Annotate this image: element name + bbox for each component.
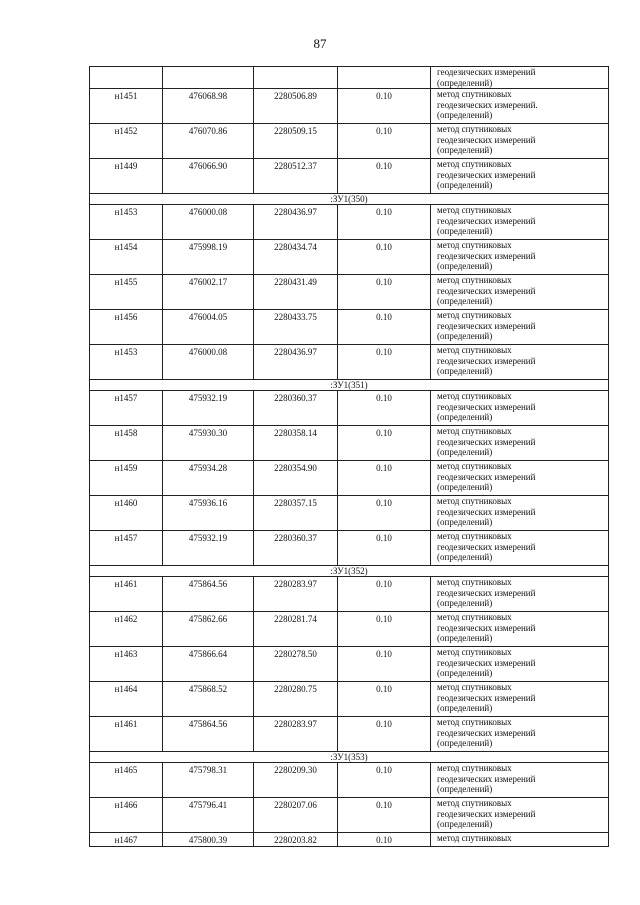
cell-accuracy: 0.10 bbox=[338, 310, 431, 345]
method-line: геодезических измерений bbox=[437, 657, 536, 668]
method-line: метод спутниковых bbox=[437, 833, 512, 843]
method-line: геодезических измерений bbox=[437, 622, 536, 633]
cell-x-coord: 476070.86 bbox=[163, 124, 254, 159]
coordinates-table bbox=[89, 66, 609, 847]
cell-x-coord: 475998.19 bbox=[163, 240, 254, 275]
cell-method bbox=[431, 682, 609, 717]
method-line: геодезических измерений bbox=[437, 471, 536, 482]
method-line: (определений) bbox=[437, 180, 493, 190]
cell-y-coord: 2280358.14 bbox=[254, 426, 338, 461]
method-line: геодезических измерений bbox=[437, 215, 536, 226]
method-line: (определений) bbox=[437, 331, 493, 341]
table-row bbox=[90, 763, 609, 798]
cell-x-coord: 475800.39 bbox=[163, 833, 254, 847]
method-line: (определений) bbox=[437, 447, 493, 457]
method-line: (определений) bbox=[437, 633, 493, 643]
cell-y-coord: 2280209.30 bbox=[254, 763, 338, 798]
cell-accuracy: 0.10 bbox=[338, 391, 431, 426]
section-title: :ЗУ1(353) bbox=[90, 752, 609, 763]
cell-method bbox=[431, 345, 609, 380]
cell-y-coord: 2280280.75 bbox=[254, 682, 338, 717]
cell-method bbox=[431, 124, 609, 159]
cell-y-coord: 2280360.37 bbox=[254, 391, 338, 426]
cell-x-coord: 475864.56 bbox=[163, 577, 254, 612]
cell-method bbox=[431, 159, 609, 194]
cell-y-coord: 2280283.97 bbox=[254, 717, 338, 752]
method-line: геодезических измерений bbox=[437, 134, 536, 145]
method-line: геодезических измерений bbox=[437, 808, 536, 819]
table-row bbox=[90, 159, 609, 194]
cell-accuracy: 0.10 bbox=[338, 275, 431, 310]
cell-x-coord: 476000.08 bbox=[163, 345, 254, 380]
cell-method bbox=[431, 531, 609, 566]
cell-method bbox=[431, 763, 609, 798]
method-line: метод спутниковых bbox=[437, 240, 512, 250]
table-row bbox=[90, 612, 609, 647]
table-row bbox=[90, 310, 609, 345]
cell-accuracy: 0.10 bbox=[338, 531, 431, 566]
cell-point-id: н1459 bbox=[90, 461, 163, 496]
cell-x-coord: 475864.56 bbox=[163, 717, 254, 752]
cell-point-id: н1466 bbox=[90, 798, 163, 833]
cell-x-coord: 475932.19 bbox=[163, 531, 254, 566]
table-row bbox=[90, 240, 609, 275]
table-row bbox=[90, 89, 609, 124]
cell-accuracy: 0.10 bbox=[338, 833, 431, 847]
cell-method bbox=[431, 461, 609, 496]
cell-method bbox=[431, 833, 609, 847]
cell-method bbox=[431, 647, 609, 682]
method-line: (определений) bbox=[437, 110, 493, 120]
cell-x-coord: 475866.64 bbox=[163, 647, 254, 682]
cell-point-id: н1458 bbox=[90, 426, 163, 461]
cell-x-coord: 476004.05 bbox=[163, 310, 254, 345]
table-row bbox=[90, 275, 609, 310]
cell-y-coord: 2280360.37 bbox=[254, 531, 338, 566]
cell-x-coord: 476066.90 bbox=[163, 159, 254, 194]
cell-accuracy: 0.10 bbox=[338, 124, 431, 159]
cell-point-id: н1462 bbox=[90, 612, 163, 647]
method-line: метод спутниковых bbox=[437, 426, 512, 436]
method-line: метод спутниковых bbox=[437, 496, 512, 506]
cell-method bbox=[431, 426, 609, 461]
cell-x-coord: 475934.28 bbox=[163, 461, 254, 496]
table-row bbox=[90, 577, 609, 612]
cell-method bbox=[431, 67, 609, 89]
section-title: :ЗУ1(352) bbox=[90, 566, 609, 577]
cell-y-coord: 2280357.15 bbox=[254, 496, 338, 531]
cell-point-id: н1464 bbox=[90, 682, 163, 717]
cell-method bbox=[431, 275, 609, 310]
coordinates-table-body bbox=[90, 67, 609, 847]
method-line: (определений) bbox=[437, 703, 493, 713]
table-row bbox=[90, 124, 609, 159]
table-row bbox=[90, 833, 609, 847]
method-line: геодезических измерений bbox=[437, 541, 536, 552]
method-line: метод спутниковых bbox=[437, 717, 512, 727]
page-number: 87 bbox=[313, 36, 327, 51]
table-row bbox=[90, 531, 609, 566]
section-header-row bbox=[90, 194, 609, 205]
cell-point-id: н1449 bbox=[90, 159, 163, 194]
cell-accuracy: 0.10 bbox=[338, 717, 431, 752]
method-line: метод спутниковых bbox=[437, 647, 512, 657]
cell-method bbox=[431, 577, 609, 612]
method-line: геодезических измерений bbox=[437, 169, 536, 180]
cell-x-coord: 475868.52 bbox=[163, 682, 254, 717]
cell-accuracy: 0.10 bbox=[338, 798, 431, 833]
cell-x-coord: 475930.30 bbox=[163, 426, 254, 461]
method-line: метод спутниковых bbox=[437, 391, 512, 401]
cell-x-coord: 475862.66 bbox=[163, 612, 254, 647]
cell-y-coord: 2280278.50 bbox=[254, 647, 338, 682]
cell-point-id: н1465 bbox=[90, 763, 163, 798]
method-line: (определений) bbox=[437, 668, 493, 678]
cell-y-coord: 2280431.49 bbox=[254, 275, 338, 310]
section-header-row bbox=[90, 566, 609, 577]
cell-accuracy: 0.10 bbox=[338, 763, 431, 798]
cell-point-id: н1461 bbox=[90, 577, 163, 612]
cell-point-id: н1463 bbox=[90, 647, 163, 682]
method-line: геодезических измерений bbox=[437, 320, 536, 331]
cell-x-coord: 475932.19 bbox=[163, 391, 254, 426]
table-row bbox=[90, 798, 609, 833]
table-row bbox=[90, 345, 609, 380]
cell-y-coord: 2280512.37 bbox=[254, 159, 338, 194]
section-title: :ЗУ1(350) bbox=[90, 194, 609, 205]
method-line: метод спутниковых bbox=[437, 159, 512, 169]
cell-y-coord: 2280433.75 bbox=[254, 310, 338, 345]
cell-point-id: н1457 bbox=[90, 531, 163, 566]
method-line: (определений) bbox=[437, 145, 493, 155]
cell-x-coord: 476000.08 bbox=[163, 205, 254, 240]
table-row bbox=[90, 717, 609, 752]
cell-accuracy: 0.10 bbox=[338, 577, 431, 612]
method-line: геодезических измерений bbox=[437, 401, 536, 412]
cell-empty bbox=[90, 67, 163, 89]
method-line: метод спутниковых bbox=[437, 205, 512, 215]
method-line: (определений) bbox=[437, 366, 493, 376]
cell-y-coord: 2280509.15 bbox=[254, 124, 338, 159]
cell-accuracy: 0.10 bbox=[338, 461, 431, 496]
method-line: (определений) bbox=[437, 226, 493, 236]
cell-method bbox=[431, 612, 609, 647]
cell-point-id: н1452 bbox=[90, 124, 163, 159]
method-line: (определений) bbox=[437, 77, 493, 88]
cell-x-coord: 475796.41 bbox=[163, 798, 254, 833]
cell-point-id: н1453 bbox=[90, 345, 163, 380]
cell-x-coord: 475936.16 bbox=[163, 496, 254, 531]
cell-method bbox=[431, 205, 609, 240]
cell-point-id: н1451 bbox=[90, 89, 163, 124]
method-line: (определений) bbox=[437, 517, 493, 527]
cell-y-coord: 2280434.74 bbox=[254, 240, 338, 275]
cell-accuracy: 0.10 bbox=[338, 647, 431, 682]
cell-y-coord: 2280436.97 bbox=[254, 345, 338, 380]
cell-method bbox=[431, 717, 609, 752]
cell-x-coord: 476068.98 bbox=[163, 89, 254, 124]
method-line: метод спутниковых bbox=[437, 682, 512, 692]
method-line: метод спутниковых bbox=[437, 531, 512, 541]
method-line: геодезических измерений bbox=[437, 355, 536, 366]
cell-point-id: н1453 bbox=[90, 205, 163, 240]
cell-y-coord: 2280281.74 bbox=[254, 612, 338, 647]
method-line: геодезических измерений bbox=[437, 587, 536, 598]
method-line: метод спутниковых bbox=[437, 461, 512, 471]
cell-accuracy: 0.10 bbox=[338, 682, 431, 717]
cell-accuracy: 0.10 bbox=[338, 496, 431, 531]
method-line: метод спутниковых bbox=[437, 89, 512, 99]
cell-point-id: н1460 bbox=[90, 496, 163, 531]
method-line: метод спутниковых bbox=[437, 798, 512, 808]
cell-accuracy: 0.10 bbox=[338, 345, 431, 380]
cell-point-id: н1461 bbox=[90, 717, 163, 752]
cell-accuracy: 0.10 bbox=[338, 205, 431, 240]
cell-method bbox=[431, 240, 609, 275]
cell-point-id: н1456 bbox=[90, 310, 163, 345]
cell-method bbox=[431, 89, 609, 124]
method-line: метод спутниковых bbox=[437, 310, 512, 320]
method-line: (определений) bbox=[437, 482, 493, 492]
cell-y-coord: 2280203.82 bbox=[254, 833, 338, 847]
method-line: (определений) bbox=[437, 598, 493, 608]
cell-y-coord: 2280207.06 bbox=[254, 798, 338, 833]
method-line: (определений) bbox=[437, 296, 493, 306]
method-line: (определений) bbox=[437, 784, 493, 794]
table-row bbox=[90, 461, 609, 496]
method-line: (определений) bbox=[437, 552, 493, 562]
method-line: метод спутниковых bbox=[437, 612, 512, 622]
cell-y-coord: 2280354.90 bbox=[254, 461, 338, 496]
cell-x-coord: 476002.17 bbox=[163, 275, 254, 310]
section-header-row bbox=[90, 752, 609, 763]
cell-accuracy: 0.10 bbox=[338, 89, 431, 124]
method-line: геодезических измерений bbox=[437, 692, 536, 703]
cell-y-coord: 2280283.97 bbox=[254, 577, 338, 612]
method-line: метод спутниковых bbox=[437, 124, 512, 134]
cell-empty bbox=[338, 67, 431, 89]
table-row-continued bbox=[90, 67, 609, 89]
method-line: (определений) bbox=[437, 819, 493, 829]
table-row bbox=[90, 205, 609, 240]
cell-point-id: н1455 bbox=[90, 275, 163, 310]
cell-method bbox=[431, 391, 609, 426]
method-line: геодезических измерений bbox=[437, 250, 536, 261]
cell-empty bbox=[163, 67, 254, 89]
table-row bbox=[90, 682, 609, 717]
cell-y-coord: 2280436.97 bbox=[254, 205, 338, 240]
method-line: геодезических измерений bbox=[437, 727, 536, 738]
cell-x-coord: 475798.31 bbox=[163, 763, 254, 798]
cell-method bbox=[431, 310, 609, 345]
table-row bbox=[90, 426, 609, 461]
table-row bbox=[90, 647, 609, 682]
method-line: (определений) bbox=[437, 261, 493, 271]
cell-point-id: н1454 bbox=[90, 240, 163, 275]
table-row bbox=[90, 496, 609, 531]
method-line: геодезических измерений. bbox=[437, 99, 538, 110]
cell-point-id: н1467 bbox=[90, 833, 163, 847]
cell-method bbox=[431, 496, 609, 531]
method-line: геодезических измерений bbox=[437, 436, 536, 447]
cell-accuracy: 0.10 bbox=[338, 159, 431, 194]
cell-accuracy: 0.10 bbox=[338, 240, 431, 275]
method-line: метод спутниковых bbox=[437, 577, 512, 587]
method-line: геодезических измерений bbox=[437, 773, 536, 784]
cell-y-coord: 2280506.89 bbox=[254, 89, 338, 124]
method-line: (определений) bbox=[437, 738, 493, 748]
method-line: метод спутниковых bbox=[437, 763, 512, 773]
table-row bbox=[90, 391, 609, 426]
method-line: метод спутниковых bbox=[437, 275, 512, 285]
method-line: геодезических измерений bbox=[437, 67, 536, 77]
method-line: геодезических измерений bbox=[437, 506, 536, 517]
cell-accuracy: 0.10 bbox=[338, 612, 431, 647]
method-line: метод спутниковых bbox=[437, 345, 512, 355]
cell-point-id: н1457 bbox=[90, 391, 163, 426]
cell-empty bbox=[254, 67, 338, 89]
cell-accuracy: 0.10 bbox=[338, 426, 431, 461]
section-title: :ЗУ1(351) bbox=[90, 380, 609, 391]
method-line: геодезических измерений bbox=[437, 285, 536, 296]
cell-method bbox=[431, 798, 609, 833]
section-header-row bbox=[90, 380, 609, 391]
method-line: (определений) bbox=[437, 412, 493, 422]
